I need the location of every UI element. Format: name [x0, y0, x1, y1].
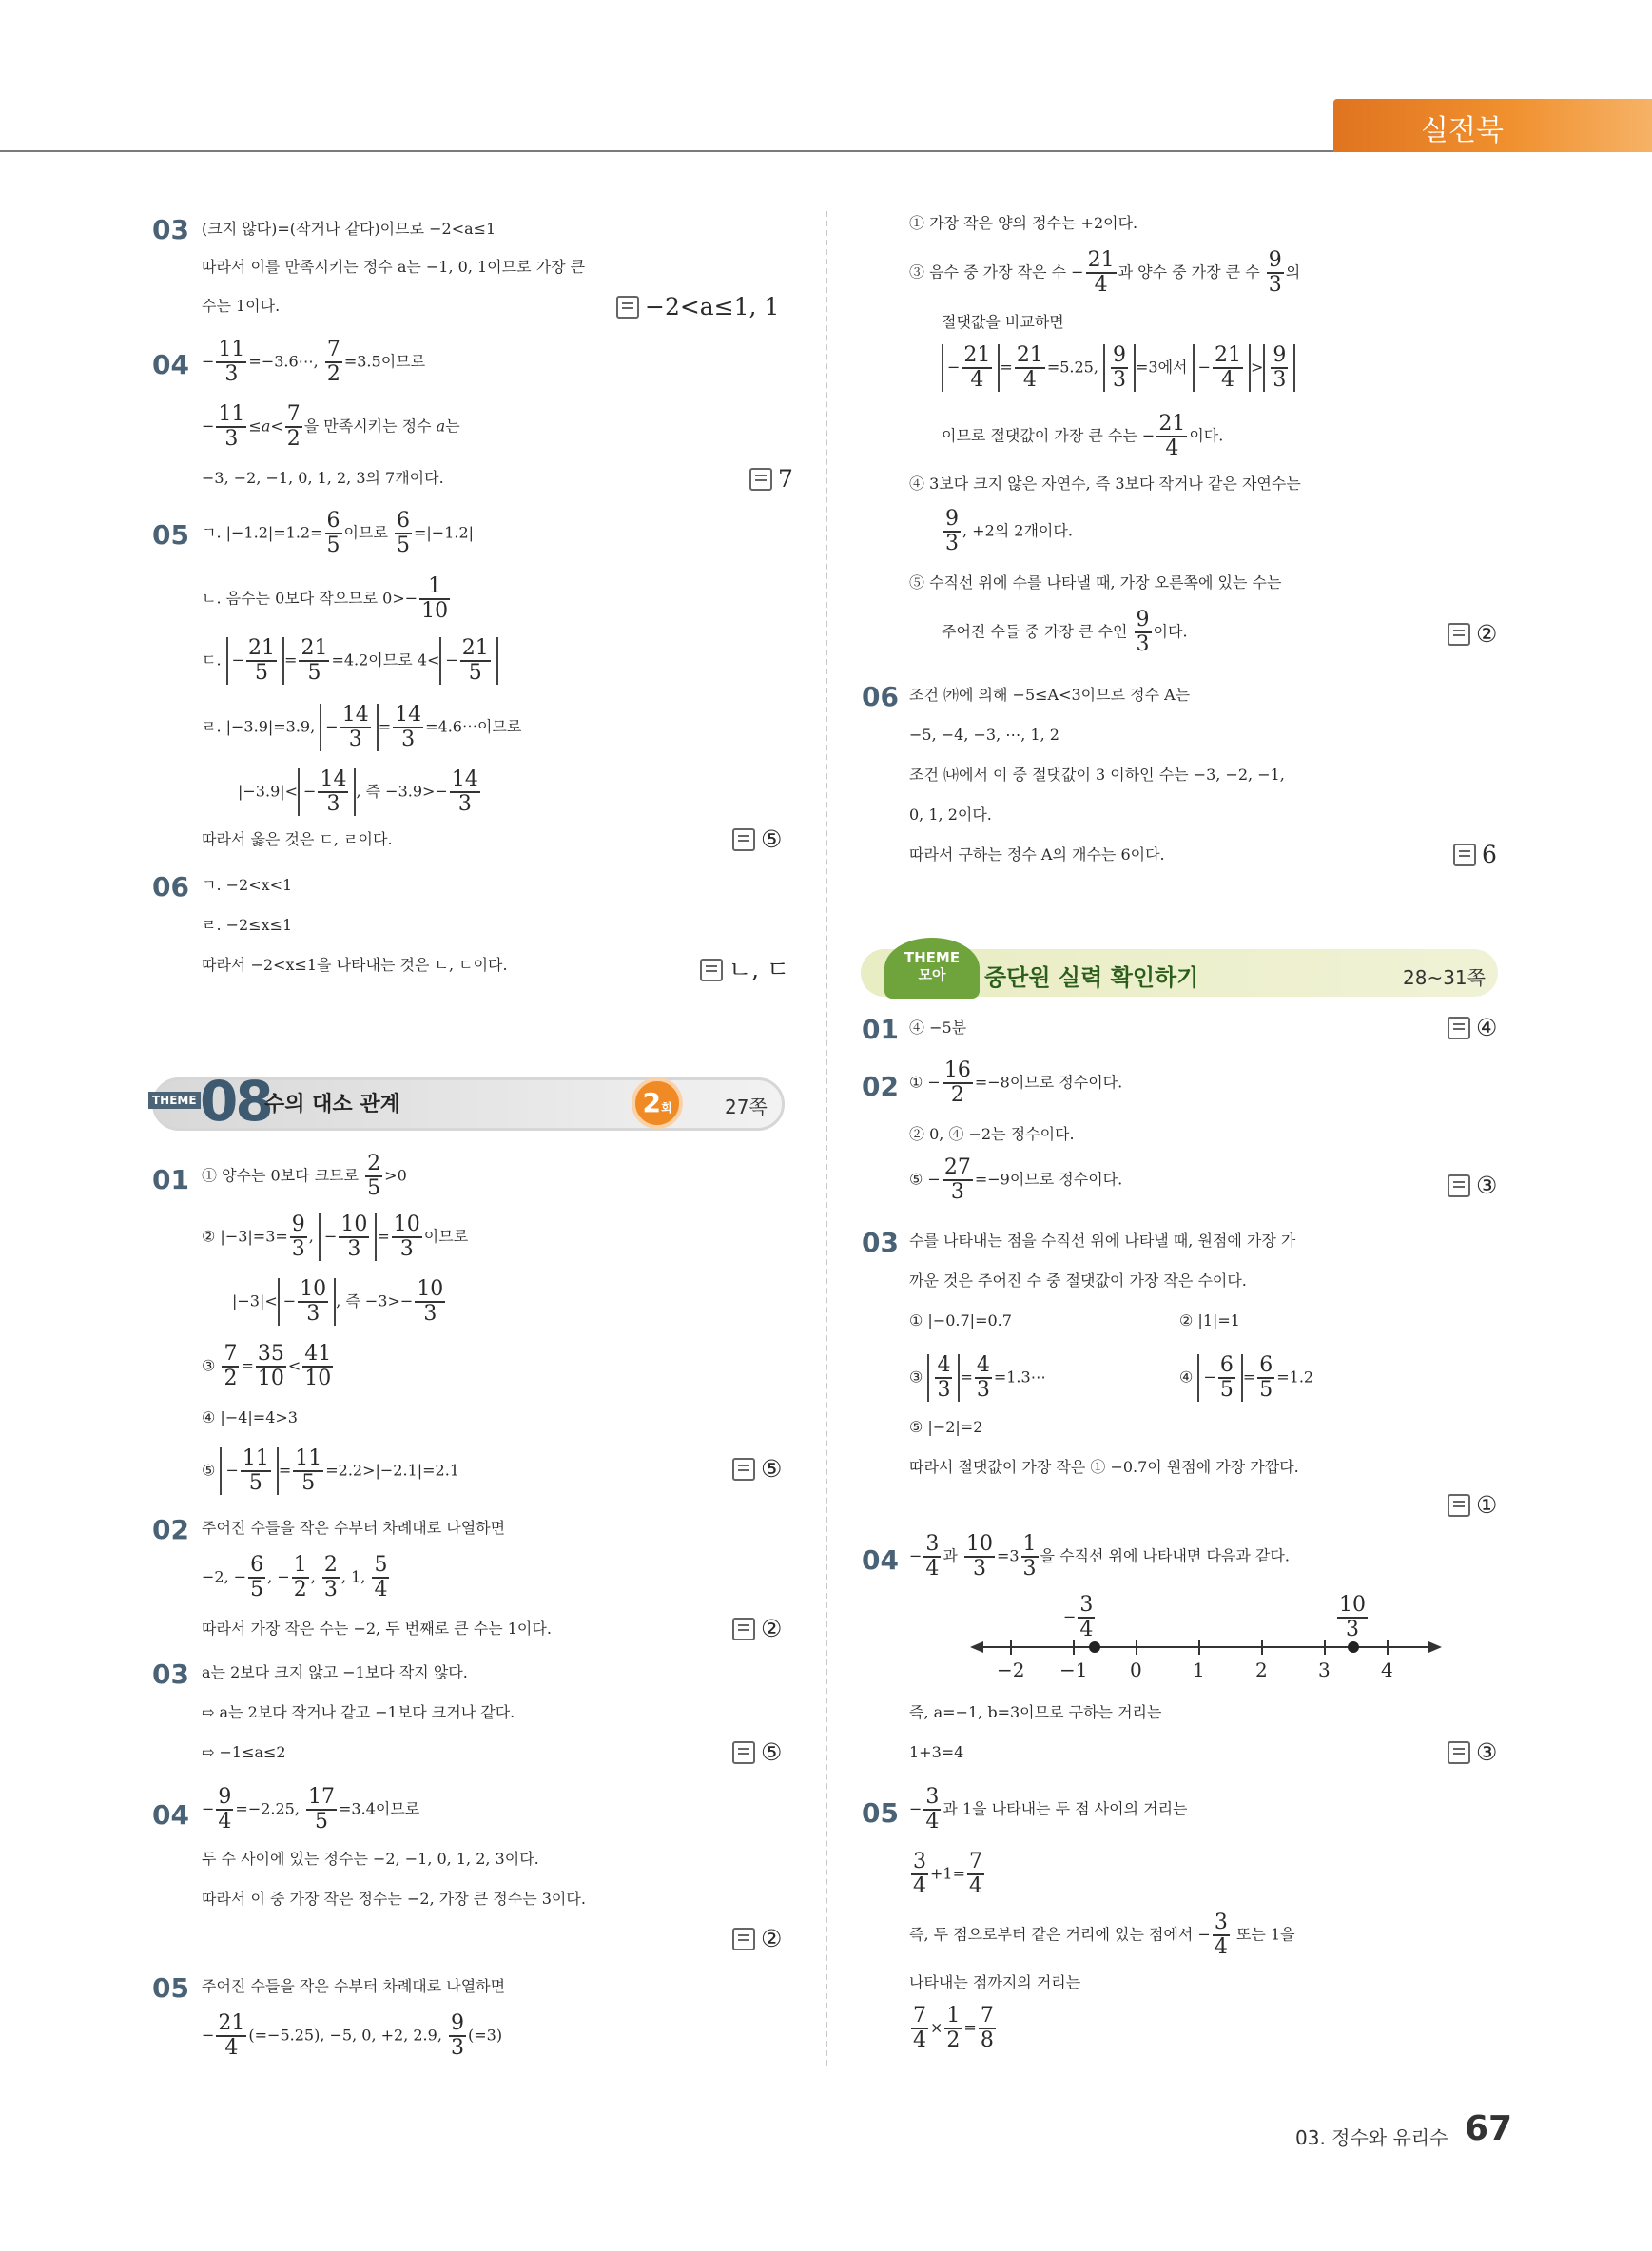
unit-review-tag: THEME 모아: [884, 938, 980, 999]
answer: ⑤: [732, 825, 782, 853]
math-line: − $\frac{3}{4}$ 과 $\frac{10}{3}$ =3 $\frac{1}{3}$ 을 수직선 위에 나타내면 다음과 같다.: [909, 1532, 1290, 1581]
math-line: ④ − $\frac{6}{5}$ = $\frac{6}{5}$ =1.2: [1179, 1353, 1314, 1402]
tick: [1010, 1640, 1012, 1655]
answer-icon: [732, 1618, 755, 1640]
tick: [1136, 1640, 1137, 1655]
answer-icon: [732, 1928, 755, 1950]
text-line: ㄹ. −2≤x≤1: [202, 916, 293, 934]
math-line: $\frac{9}{3}$ , +2의 2개이다.: [945, 507, 1073, 555]
text-line: 따라서 이 중 가장 작은 정수는 −2, 가장 큰 정수는 3이다.: [202, 1890, 586, 1908]
tick: [1073, 1640, 1075, 1655]
problem-number: 03: [152, 1659, 189, 1690]
column-divider: [826, 211, 827, 2066]
answer-icon: [732, 828, 755, 851]
math-line: ③ 음수 중 가장 작은 수 − $\frac{21}{4}$ 과 양수 중 가장 큰 수 $\frac{9}{3}$ 의: [909, 248, 1301, 297]
round-badge: 2회: [632, 1077, 683, 1129]
section-tab-label: 실전북: [1421, 114, 1504, 147]
math-line: ㄱ. |−1.2|=1.2= $\frac{6}{5}$ 이므로 $\frac{6}{5}$ =|−1.2|: [202, 509, 475, 557]
text-line: 나타내는 점까지의 거리는: [909, 1973, 1081, 1991]
text-line: 따라서 절댓값이 가장 작은 ① −0.7이 원점에 가장 가깝다.: [909, 1458, 1299, 1476]
math-line: ㄴ. 음수는 0보다 작으므로 0>− $\frac{1}{10}$: [202, 574, 449, 623]
text-line: 1+3=4: [909, 1743, 964, 1761]
section-tab: [1333, 99, 1652, 152]
tick-label: 2: [1255, 1659, 1268, 1681]
text-line: (크지 않다)=(작거나 같다)이므로 −2<a≤1: [202, 220, 496, 238]
text-line: 따라서 이를 만족시키는 정수 a는 −1, 0, 1이므로 가장 큰: [202, 258, 586, 276]
problem-number: 04: [152, 1799, 189, 1831]
tick-label: −2: [997, 1659, 1025, 1681]
text-line: 따라서 구하는 정수 A의 개수는 6이다.: [909, 845, 1165, 864]
text-line: 절댓값을 비교하면: [942, 313, 1064, 331]
text-line: ⑤ 수직선 위에 수를 나타낼 때, 가장 오른쪽에 있는 수는: [909, 573, 1282, 592]
problem-number: 02: [152, 1514, 189, 1545]
answer-icon: [616, 296, 639, 319]
theme-tag: THEME: [148, 1092, 201, 1109]
text-line: ② |1|=1: [1179, 1311, 1240, 1329]
problem-number: 06: [862, 681, 899, 712]
answer-icon: [1448, 1741, 1470, 1764]
problem-number: 01: [862, 1014, 899, 1045]
problem-number: 01: [152, 1164, 189, 1195]
math-line: − $\frac{3}{4}$ 과 1을 나타내는 두 점 사이의 거리는: [909, 1785, 1188, 1834]
text-line: ② 0, ④ −2는 정수이다.: [909, 1125, 1075, 1143]
text-line: 0, 1, 2이다.: [909, 805, 992, 824]
text-line: ㄱ. −2<x<1: [202, 876, 293, 894]
problem-number: 04: [862, 1544, 899, 1576]
tick-label: 0: [1130, 1659, 1142, 1681]
text-line: ⇨ −1≤a≤2: [202, 1743, 286, 1761]
text-line: 수를 나타내는 점을 수직선 위에 나타낼 때, 원점에 가장 가: [909, 1232, 1296, 1250]
math-line: − $\frac{9}{4}$ =−2.25, $\frac{17}{5}$ =3.4이므로: [202, 1785, 420, 1834]
math-line: ㄷ. − $\frac{21}{5}$ = $\frac{21}{5}$ =4.2이므로 4< − $\frac{21}{5}$: [202, 637, 498, 685]
answer-icon: [732, 1458, 755, 1481]
math-line: $\frac{3}{4}$ +1= $\frac{7}{4}$: [913, 1850, 982, 1898]
text-line: 까운 것은 주어진 수 중 절댓값이 가장 작은 수이다.: [909, 1271, 1247, 1290]
point-label: $\frac{10}{3}$: [1339, 1593, 1366, 1641]
problem-number: 05: [862, 1797, 899, 1829]
problem-number: 05: [152, 519, 189, 551]
tick: [1198, 1640, 1200, 1655]
math-line: 이므로 절댓값이 가장 큰 수는 − $\frac{21}{4}$ 이다.: [942, 412, 1224, 460]
tick-label: −1: [1059, 1659, 1088, 1681]
tick-label: 4: [1381, 1659, 1393, 1681]
answer: ③: [1448, 1172, 1497, 1199]
text-line: 즉, a=−1, b=3이므로 구하는 거리는: [909, 1703, 1162, 1721]
text-line: −3, −2, −1, 0, 1, 2, 3의 7개이다.: [202, 469, 444, 487]
math-line: ② |−3|=3= $\frac{9}{3}$ , − $\frac{10}{3}$ = $\frac{10}{3}$ 이므로: [202, 1213, 469, 1261]
tick-label: 3: [1318, 1659, 1331, 1681]
text-line: ① 가장 작은 양의 정수는 +2이다.: [909, 214, 1138, 232]
text-line: 두 수 사이에 있는 정수는 −2, −1, 0, 1, 2, 3이다.: [202, 1850, 539, 1868]
math-line: ③ $\frac{4}{3}$ = $\frac{4}{3}$ =1.3⋯: [909, 1353, 1046, 1402]
answer: ①: [1448, 1491, 1497, 1519]
answer: −2<a≤1, 1: [616, 293, 779, 320]
answer: ②: [732, 1615, 782, 1642]
answer-icon: [749, 468, 772, 491]
math-line: ① 양수는 0보다 크므로 $\frac{2}{5}$ >0: [202, 1152, 407, 1200]
tick: [1324, 1640, 1326, 1655]
answer: 7: [749, 465, 793, 493]
answer: ㄴ, ㄷ: [700, 951, 789, 985]
tick-label: 1: [1193, 1659, 1205, 1681]
math-line: − $\frac{21}{4}$ = $\frac{21}{4}$ =5.25, $\frac{9}{3}$ =3에서 − $\frac{21}{4}$ > $\frac{9}{3}$: [942, 344, 1295, 392]
answer: ⑤: [732, 1738, 782, 1766]
math-line: |−3|< − $\frac{10}{3}$ , 즉 −3>− $\frac{10}{3}$: [232, 1277, 444, 1326]
math-line: − $\frac{11}{3}$ ≤a< $\frac{7}{2}$ 을 만족시키는 정수 a는: [202, 402, 460, 451]
math-line: ㄹ. |−3.9|=3.9, − $\frac{14}{3}$ = $\frac{14}{3}$ =4.6⋯이므로: [202, 703, 522, 751]
number-line-graphic: [970, 1598, 1446, 1683]
text-line: 따라서 옳은 것은 ㄷ, ㄹ이다.: [202, 830, 393, 848]
text-line: 수는 1이다.: [202, 297, 281, 315]
theme-number: 08: [200, 1069, 271, 1134]
page-number: 67: [1465, 2109, 1513, 2148]
answer-icon: [1448, 1017, 1470, 1039]
text-line: ④ −5분: [909, 1019, 967, 1037]
problem-number: 04: [152, 349, 189, 380]
math-line: ④ |−4|=4>3: [202, 1408, 298, 1426]
theme-title: 수의 대소 관계: [264, 1093, 400, 1116]
answer: ③: [1448, 1738, 1497, 1766]
math-line: 주어진 수들 중 가장 큰 수인 $\frac{9}{3}$ 이다.: [942, 608, 1188, 656]
text-line: a는 2보다 크지 않고 −1보다 작지 않다.: [202, 1663, 468, 1681]
page-reference: 27쪽: [725, 1096, 768, 1118]
chapter-label: 03. 정수와 유리수: [1295, 2126, 1448, 2149]
math-line: − $\frac{21}{4}$ (=−5.25), −5, 0, +2, 2.9, $\frac{9}{3}$ (=3): [202, 2011, 503, 2060]
unit-review-title: 중단원 실력 확인하기: [984, 964, 1199, 991]
problem-number: 02: [862, 1071, 899, 1102]
math-line: −2, − $\frac{6}{5}$ , − $\frac{1}{2}$ , $\frac{2}{3}$ , 1, $\frac{5}{4}$: [202, 1553, 388, 1601]
answer: ④: [1448, 1014, 1497, 1041]
tick: [1261, 1640, 1263, 1655]
math-line: |−3.9|< − $\frac{14}{3}$ , 즉 −3.9>− $\frac{14}{3}$: [238, 767, 478, 816]
answer-icon: [700, 959, 723, 981]
math-line: ① − $\frac{16}{2}$ =−8이므로 정수이다.: [909, 1058, 1123, 1107]
problem-number: 05: [152, 1972, 189, 2004]
answer-icon: [1448, 1174, 1470, 1197]
answer-icon: [1453, 844, 1476, 866]
point-label: − $\frac{3}{4}$: [1063, 1593, 1094, 1641]
text-line: 조건 ㈎에 의해 −5≤A<3이므로 정수 A는: [909, 686, 1191, 704]
text-line: 주어진 수들을 작은 수부터 차례대로 나열하면: [202, 1519, 506, 1537]
answer: ⑤: [732, 1455, 782, 1483]
answer-icon: [1448, 1494, 1470, 1517]
math-line: − $\frac{11}{3}$ =−3.6⋯, $\frac{7}{2}$ =3.5이므로: [202, 338, 426, 386]
text-line: 조건 ㈏에서 이 중 절댓값이 3 이하인 수는 −3, −2, −1,: [909, 766, 1285, 784]
answer-icon: [1448, 623, 1470, 646]
answer: 6: [1453, 841, 1497, 868]
answer: ②: [1448, 620, 1497, 648]
math-line: 즉, 두 점으로부터 같은 거리에 있는 점에서 − $\frac{3}{4}$ 또는 1을: [909, 1911, 1295, 1959]
text-line: ① |−0.7|=0.7: [909, 1311, 1012, 1329]
header-rule: [0, 150, 1503, 152]
text-line: 따라서 −2<x≤1을 나타내는 것은 ㄴ, ㄷ이다.: [202, 956, 508, 974]
text-line: 주어진 수들을 작은 수부터 차례대로 나열하면: [202, 1977, 506, 1995]
problem-number: 03: [152, 214, 189, 245]
math-line: ⑤ − $\frac{11}{5}$ = $\frac{11}{5}$ =2.2>|−2.1|=2.1: [202, 1446, 459, 1495]
text-line: ⇨ a는 2보다 작거나 같고 −1보다 크거나 같다.: [202, 1703, 515, 1721]
math-line: $\frac{7}{4}$ × $\frac{1}{2}$ = $\frac{7}{8}$: [913, 2004, 994, 2052]
text-line: −5, −4, −3, ⋯, 1, 2: [909, 726, 1059, 744]
text-line: 따라서 가장 작은 수는 −2, 두 번째로 큰 수는 1이다.: [202, 1620, 552, 1638]
problem-number: 06: [152, 871, 189, 902]
answer: ②: [732, 1925, 782, 1952]
math-line: ⑤ − $\frac{27}{3}$ =−9이므로 정수이다.: [909, 1155, 1123, 1204]
text-line: ⑤ |−2|=2: [909, 1418, 983, 1436]
tick: [1387, 1640, 1389, 1655]
math-line: ③ $\frac{7}{2}$ = $\frac{35}{10}$ < $\frac{41}{10}$: [202, 1342, 332, 1390]
page-reference: 28~31쪽: [1403, 966, 1486, 989]
answer-icon: [732, 1741, 755, 1764]
problem-number: 03: [862, 1227, 899, 1258]
text-line: ④ 3보다 크지 않은 자연수, 즉 3보다 작거나 같은 자연수는: [909, 475, 1301, 493]
